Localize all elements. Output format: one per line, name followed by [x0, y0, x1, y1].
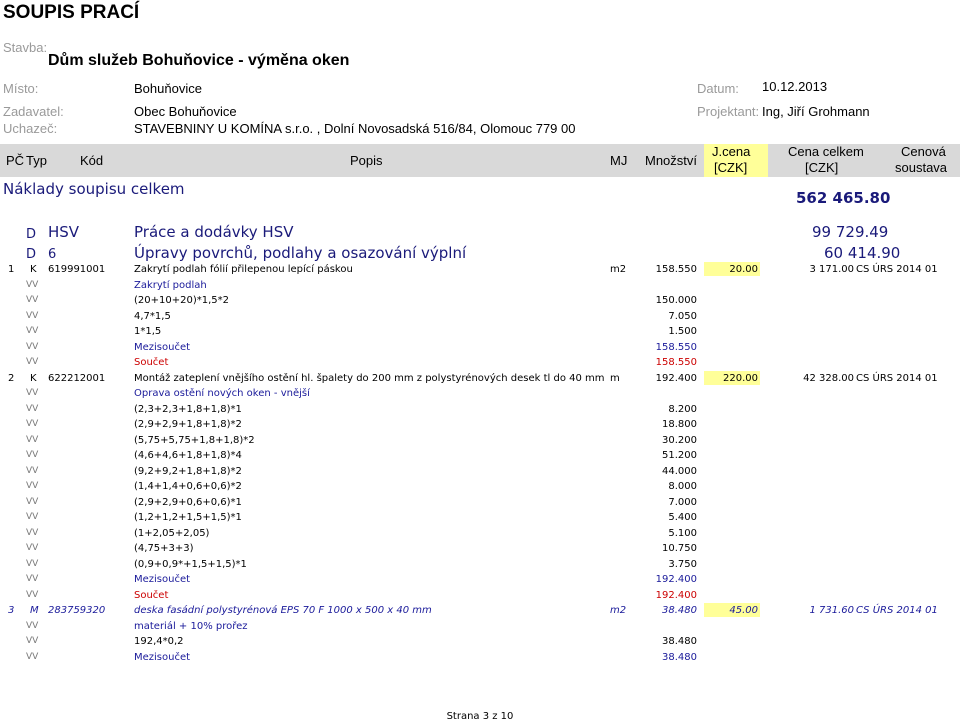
row-vv-text: materiál + 10% prořez: [134, 621, 248, 632]
row-vv-value: 158.550: [655, 342, 697, 353]
header-cena-line2: [CZK]: [805, 160, 839, 175]
row-vv-tag: VV: [26, 528, 39, 538]
row-popis: Zakrytí podlah fólií přilepenou lepící páskou: [134, 264, 353, 275]
row-popis: deska fasádní polystyrénová EPS 70 F 1000 x 500 x 40 mm: [134, 605, 432, 616]
row-vv-tag: VV: [26, 574, 39, 584]
zadavatel-label: Zadavatel:: [3, 104, 64, 119]
row-vv-tag: VV: [26, 512, 39, 522]
group2-value: 60 414.90: [824, 244, 901, 262]
header-mj: MJ: [610, 153, 628, 168]
row-vv-tag: VV: [26, 388, 39, 398]
header-popis: Popis: [350, 153, 383, 168]
header-jcena-highlight: [704, 144, 768, 177]
row-vv-text: 4,7*1,5: [134, 311, 171, 322]
row-cena: 42 328.00: [803, 373, 854, 384]
row-vv-text: Mezisoučet: [134, 342, 191, 353]
row-vv-tag: VV: [26, 652, 39, 662]
row-typ: K: [30, 373, 37, 384]
row-vv-value: 18.800: [662, 419, 697, 430]
summary-label: Náklady soupisu celkem: [3, 180, 185, 198]
header-cenova-line1: Cenová: [901, 144, 946, 159]
row-vv-tag: VV: [26, 280, 39, 290]
summary-value: 562 465.80: [796, 189, 891, 207]
row-soustava: CS ÚRS 2014 01: [856, 373, 938, 384]
row-vv-text: (0,9+0,9*+1,5+1,5)*1: [134, 559, 247, 570]
header-cena-line1: Cena celkem: [788, 144, 864, 159]
header-kod: Kód: [80, 153, 104, 168]
row-mj: m: [610, 373, 620, 384]
row-vv-value: 3.750: [668, 559, 697, 570]
stavba-value: Dům služeb Bohuňovice - výměna oken: [48, 52, 350, 69]
row-vv-tag: VV: [26, 636, 39, 646]
row-vv-tag: VV: [26, 357, 39, 367]
header-jcena-line1: J.cena: [712, 144, 751, 159]
row-vv-value: 1.500: [668, 326, 697, 337]
misto-label: Místo:: [3, 81, 39, 96]
row-vv-tag: VV: [26, 404, 39, 414]
row-vv-text: (1,4+1,4+0,6+0,6)*2: [134, 481, 242, 492]
row-vv-value: 5.100: [668, 528, 697, 539]
page-footer: Strana 3 z 10: [446, 711, 514, 722]
group1-value: 99 729.49: [812, 223, 889, 241]
group2-name: Úpravy povrchů, podlahy a osazování výplní: [134, 244, 467, 262]
row-jcena: 220.00: [723, 373, 758, 384]
row-vv-text: 1*1,5: [134, 326, 162, 337]
row-vv-text: Zakrytí podlah: [134, 280, 207, 291]
row-mnozstvi: 38.480: [662, 605, 697, 616]
row-vv-text: Oprava ostění nových oken - vnější: [134, 388, 310, 399]
row-pc: 1: [8, 264, 15, 275]
row-vv-value: 150.000: [655, 295, 697, 306]
row-vv-text: (2,9+2,9+1,8+1,8)*2: [134, 419, 242, 430]
row-typ: M: [30, 605, 39, 616]
header-typ: Typ: [26, 153, 47, 168]
row-vv-tag: VV: [26, 342, 39, 352]
row-vv-text: (4,6+4,6+1,8+1,8)*4: [134, 450, 242, 461]
header-pc: PČ: [6, 153, 25, 168]
row-vv-value: 192.400: [655, 590, 697, 601]
row-vv-text: (2,3+2,3+1,8+1,8)*1: [134, 404, 242, 415]
header-cenova-line2: soustava: [895, 160, 948, 175]
row-vv-value: 10.750: [662, 543, 697, 554]
row-popis: Montáž zateplení vnějšího ostění hl. špalety do 200 mm z polystyrénových desek tl do 40 mm: [134, 373, 605, 384]
row-vv-text: Mezisoučet: [134, 652, 191, 663]
row-pc: 3: [8, 605, 15, 616]
row-vv-text: (4,75+3+3): [134, 543, 194, 554]
row-vv-text: 192,4*0,2: [134, 636, 184, 647]
row-vv-tag: VV: [26, 435, 39, 445]
row-kod: 283759320: [48, 605, 106, 616]
row-typ: K: [30, 264, 37, 275]
group1-code: HSV: [48, 223, 80, 241]
row-vv-value: 158.550: [655, 357, 697, 368]
row-vv-tag: VV: [26, 543, 39, 553]
row-vv-value: 8.200: [668, 404, 697, 415]
stavba-label: Stavba:: [3, 40, 48, 55]
row-vv-tag: VV: [26, 419, 39, 429]
group2-code: 6: [48, 247, 57, 262]
group1-name: Práce a dodávky HSV: [134, 223, 294, 241]
row-jcena: 20.00: [729, 264, 758, 275]
row-vv-value: 7.000: [668, 497, 697, 508]
row-kod: 619991001: [48, 264, 106, 275]
zadavatel-value: Obec Bohuňovice: [134, 104, 237, 119]
row-vv-tag: VV: [26, 295, 39, 305]
row-vv-tag: VV: [26, 497, 39, 507]
row-vv-text: (1+2,05+2,05): [134, 528, 210, 539]
row-vv-value: 51.200: [662, 450, 697, 461]
row-pc: 2: [8, 373, 15, 384]
group1-type: D: [26, 227, 37, 242]
projektant-value: Ing, Jiří Grohmann: [762, 104, 870, 119]
row-mnozstvi: 192.400: [655, 373, 697, 384]
row-vv-text: (9,2+9,2+1,8+1,8)*2: [134, 466, 242, 477]
row-vv-tag: VV: [26, 559, 39, 569]
row-vv-value: 44.000: [662, 466, 697, 477]
row-cena: 1 731.60: [809, 605, 854, 616]
row-vv-tag: VV: [26, 621, 39, 631]
group2-type: D: [26, 247, 37, 262]
row-vv-tag: VV: [26, 590, 39, 600]
row-vv-tag: VV: [26, 466, 39, 476]
row-vv-text: (2,9+2,9+0,6+0,6)*1: [134, 497, 242, 508]
row-vv-text: Mezisoučet: [134, 574, 191, 585]
row-vv-text: (20+10+20)*1,5*2: [134, 295, 229, 306]
row-vv-value: 7.050: [668, 311, 697, 322]
datum-label: Datum:: [697, 81, 739, 96]
header-jcena-line2: [CZK]: [714, 160, 748, 175]
row-vv-value: 38.480: [662, 652, 697, 663]
row-vv-value: 30.200: [662, 435, 697, 446]
row-cena: 3 171.00: [809, 264, 854, 275]
page-title: SOUPIS PRACÍ: [3, 2, 140, 23]
row-kod: 622212001: [48, 373, 106, 384]
misto-value: Bohuňovice: [134, 81, 202, 96]
header-mnozstvi: Množství: [645, 153, 698, 168]
row-mj: m2: [610, 605, 627, 616]
row-vv-text: (1,2+1,2+1,5+1,5)*1: [134, 512, 242, 523]
row-mnozstvi: 158.550: [655, 264, 697, 275]
row-vv-tag: VV: [26, 311, 39, 321]
row-soustava: CS ÚRS 2014 01: [856, 605, 938, 616]
row-vv-tag: VV: [26, 450, 39, 460]
projektant-label: Projektant:: [697, 104, 760, 119]
row-soustava: CS ÚRS 2014 01: [856, 264, 938, 275]
datum-value: 10.12.2013: [762, 79, 828, 94]
row-jcena: 45.00: [729, 605, 758, 616]
row-vv-value: 38.480: [662, 636, 697, 647]
row-vv-text: (5,75+5,75+1,8+1,8)*2: [134, 435, 255, 446]
row-vv-value: 5.400: [668, 512, 697, 523]
row-vv-value: 192.400: [655, 574, 697, 585]
row-vv-text: Součet: [134, 590, 169, 601]
uchazec-label: Uchazeč:: [3, 121, 58, 136]
uchazec-value: STAVEBNINY U KOMÍNA s.r.o. , Dolní Novosadská 516/84, Olomouc 779 00: [134, 121, 576, 136]
row-vv-tag: VV: [26, 481, 39, 491]
row-vv-text: Součet: [134, 357, 169, 368]
row-mj: m2: [610, 264, 627, 275]
row-vv-tag: VV: [26, 326, 39, 336]
row-vv-value: 8.000: [668, 481, 697, 492]
